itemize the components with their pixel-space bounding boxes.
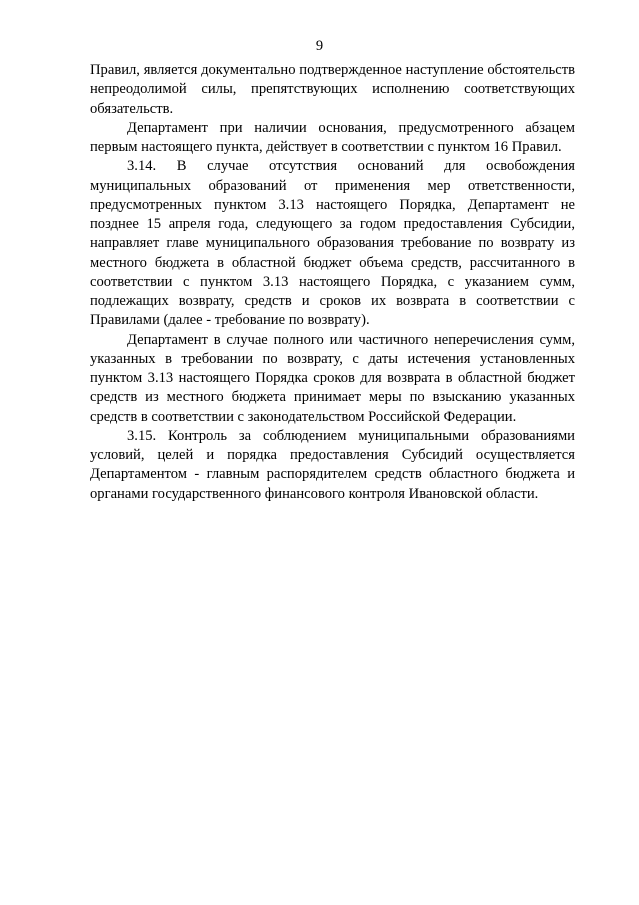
paragraph-clause-3-15: 3.15. Контроль за соблюдением муниципальными образованиями условий, целей и порядка предоставления Субсидий осуществляется Департаментом - главным распорядителем средств областного бюджета и органами государственного финансового контроля Ивановской области. [90, 427, 575, 502]
paragraph-continuation: Правил, является документально подтвержденное наступление обстоятельств непреодолимой силы, препятствующих исполнению соответствующих обязательств. [90, 62, 575, 117]
document-body [90, 61, 575, 504]
paragraph-department-basis: Департамент при наличии основания, предусмотренного абзацем первым настоящего пункта, действует в соответствии с пунктом 16 Правил. [90, 119, 575, 155]
paragraph-clause-3-14: 3.14. В случае отсутствия оснований для освобождения муниципальных образований от применения мер ответственности, предусмотренных пунктом 3.13 настоящего Порядка, Департамент не позднее 15 апреля года, следующего за годом предоставления Субсидии, направляет главе муниципального образования требование по возврату из местного бюджета в областной бюджет объема средств, рассчитанного в соответствии с пунктом 3.13 настоящего Порядка, с указанием сумм, подлежащих возврату, средств и сроков их возврата в соответствии с Правилами (далее - требование по возврату). [90, 158, 575, 329]
page-number: 9 [315, 38, 324, 54]
paragraph-department-recovery: Департамент в случае полного или частичного неперечисления сумм, указанных в требовании по возврату, с даты истечения установленных пунктом 3.13 настоящего Порядка сроков для возврата в областной бюджет средств из местного бюджета принимает меры по взысканию указанных средств в соответствии с законодательством Российской Федерации. [90, 331, 575, 425]
